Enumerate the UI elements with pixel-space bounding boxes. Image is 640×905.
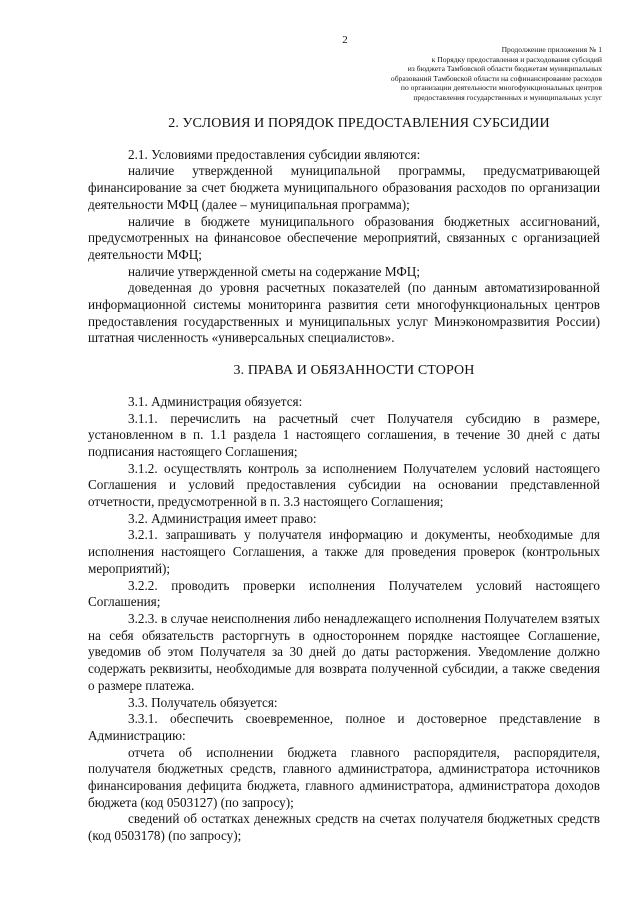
section-3-heading: 3. ПРАВА И ОБЯЗАННОСТИ СТОРОН xyxy=(233,363,475,379)
paragraph: 3.2. Администрация имеет право: xyxy=(128,510,317,526)
appendix-line: из бюджета Тамбовской области бюджетам муниципальных xyxy=(407,64,602,74)
paragraph: 3.1.1. перечислить на расчетный счет Получателя субсидию в размере, установленном в п. 1.1 раздела 1 настоящего соглашения, в течение 30 дней с даты подписания настоящего Соглашения; xyxy=(88,410,600,459)
page-number: 2 xyxy=(342,34,348,46)
paragraph: 3.1. Администрация обязуется: xyxy=(128,393,303,409)
appendix-header xyxy=(262,45,602,103)
section-2-heading: 2. УСЛОВИЯ И ПОРЯДОК ПРЕДОСТАВЛЕНИЯ СУБСИДИИ xyxy=(168,116,550,131)
paragraph: 3.2.2. проводить проверки исполнения Получателем условий настоящего Соглашения; xyxy=(88,577,600,610)
paragraph: 2.1. Условиями предоставления субсидии являются: xyxy=(128,146,421,162)
paragraph: 3.3. Получатель обязуется: xyxy=(128,694,278,710)
paragraph: наличие в бюджете муниципального образования бюджетных ассигнований, предусмотренных на финансовое обеспечение мероприятий, связанных с организацией деятельности МФЦ; xyxy=(88,213,600,262)
paragraph: доведенная до уровня расчетных показателей (по данным автоматизированной информационной системы мониторинга развития сети многофункциональных центров предоставления государственных и муниципальных услуг Минэкономразвития России) штатная численность «универсальных специалистов». xyxy=(88,280,600,346)
paragraph: 3.2.3. в случае неисполнения либо ненадлежащего исполнения Получателем взятых на себя обязательств расторгнуть в одностороннем порядке настоящее Соглашение, уведомив об этом Получателя за 30 дней до даты расторжения. Уведомление должно содержать реквизиты, необходимые для возврата полученной субсидии, а также сведения о размере платежа. xyxy=(88,610,600,693)
paragraph: 3.3.1. обеспечить своевременное, полное и достоверное представление в Администрацию: xyxy=(88,711,600,743)
appendix-line: предоставления государственных и муниципальных услуг xyxy=(413,92,602,102)
paragraph: наличие утвержденной муниципальной программы, предусматривающей финансирование за счет бюджета муниципального образования расходов по организации деятельности МФЦ (далее – муниципальная программа); xyxy=(88,163,600,212)
appendix-line: по организации деятельности многофункциональных центров xyxy=(400,83,602,93)
paragraph: 3.2.1. запрашивать у получателя информацию и документы, необходимые для исполнения настоящего Соглашения, а также для проведения проверок (контрольных мероприятий); xyxy=(88,527,600,576)
appendix-line: Продолжение приложения № 1 xyxy=(501,45,602,54)
paragraph: наличие утвержденной сметы на содержание МФЦ; xyxy=(128,263,420,279)
paragraph: сведений об остатках денежных средств на счетах получателя бюджетных средств (код 0503178) (по запросу); xyxy=(88,811,600,844)
paragraph: отчета об исполнении бюджета главного распорядителя, распорядителя, получателя бюджетных средств, главного администратора, администратора источников финансирования дефицита бюджета, главного администратора, администратора доходов бюджета (код 0503127) (по запросу); xyxy=(88,744,600,810)
document-body xyxy=(88,116,600,845)
appendix-line: образований Тамбовской области на софинансирование расходов xyxy=(390,73,602,83)
paragraph: 3.1.2. осуществлять контроль за исполнением Получателем условий настоящего Соглашения и условий предоставления субсидии на основании представленной отчетности, предусмотренной в п. 3.3 настоящего Соглашения; xyxy=(88,460,600,510)
appendix-line: к Порядку предоставления и расходования субсидий xyxy=(431,54,602,64)
